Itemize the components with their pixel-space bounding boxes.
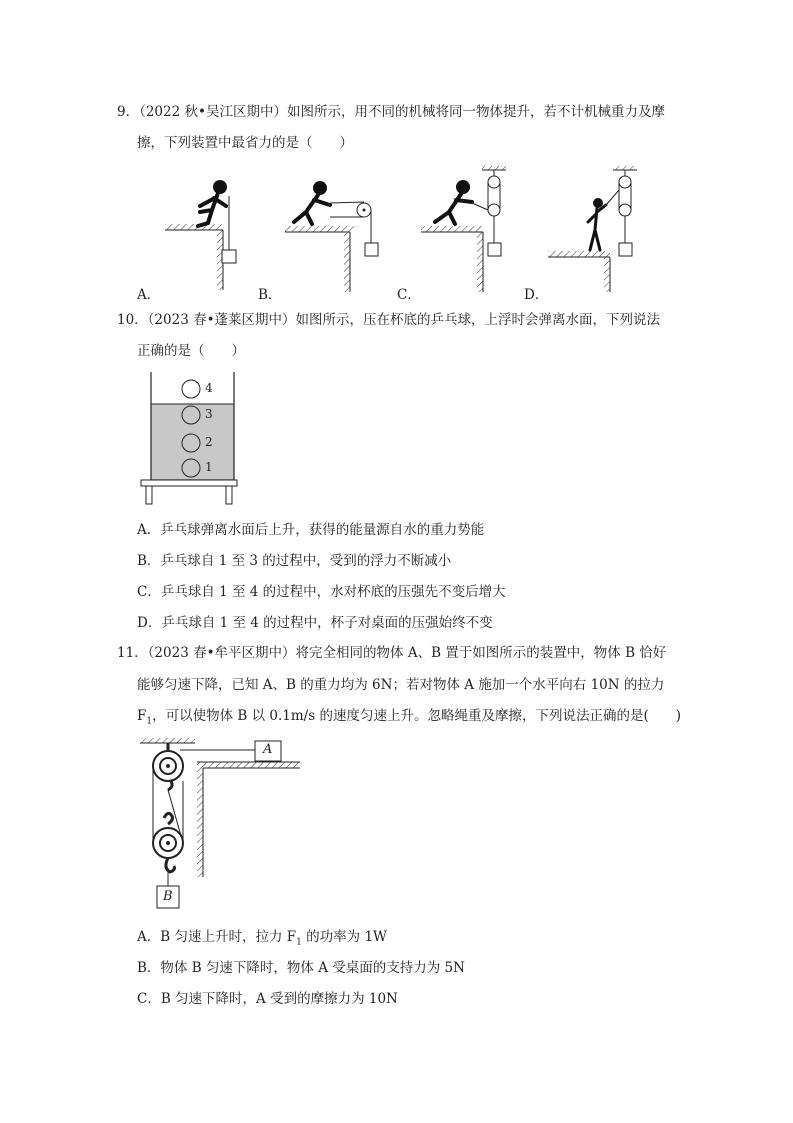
q10-stem-line2: 正确的是（ ） xyxy=(137,343,245,359)
block-a-label: A xyxy=(263,742,273,757)
q9-fig-label-c: C． xyxy=(397,287,421,303)
q11-option-b[interactable]: B．物体 B 匀速下降时，物体 A 受桌面的支持力为 5N xyxy=(137,960,465,976)
q10-option-c[interactable]: C．乒乓球自 1 至 4 的过程中，水对杯底的压强先不变后增大 xyxy=(137,584,506,600)
q11-option-a[interactable]: A．B 匀速上升时，拉力 $F_1$ 的功率为 1W xyxy=(137,929,387,948)
block-b-label: B xyxy=(163,889,173,904)
q9-fig-label-d: D． xyxy=(524,287,549,303)
q11-stem-line2: 能够匀速下降，已知 A、B 的重力均为 6N；若对物体 A 施加一个水平向右 10N 的拉力 xyxy=(137,677,665,693)
ball-label-2: 2 xyxy=(205,435,213,449)
ball-label-3: 3 xyxy=(205,407,213,421)
ball-label-4: 4 xyxy=(205,381,213,395)
ball-label-1: 1 xyxy=(205,460,213,474)
q11-pulley-figure xyxy=(0,0,793,200)
q10-stem-line1: 10．（2023 春•蓬莱区期中）如图所示，压在杯底的乒乓球，上浮时会弹离水面，下列说法 xyxy=(117,312,661,328)
q10-option-b[interactable]: B．乒乓球自 1 至 3 的过程中，受到的浮力不断减小 xyxy=(137,553,452,569)
q11-stem-line3: $F_1$，可以使物体 B 以 0.1m/s 的速度匀速上升。忽略绳重及摩擦，下列说法正确的是( ) xyxy=(137,708,681,727)
q9-stem-line1: 9．（2022 秋•吴江区期中）如图所示，用不同的机械将同一物体提升，若不计机械重力及摩 xyxy=(117,104,665,120)
ball-4 xyxy=(182,380,200,398)
q11-stem-line1: 11．（2023 春•牟平区期中）将完全相同的物体 A、B 置于如图所示的装置中，物体 B 恰好 xyxy=(117,645,667,661)
q9-stem-line2: 擦，下列装置中最省力的是（ ） xyxy=(137,135,353,151)
q9-fig-label-a: A． xyxy=(137,287,161,303)
q11-option-c[interactable]: C．B 匀速下降时，A 受到的摩擦力为 10N xyxy=(137,991,398,1007)
q10-option-d[interactable]: D．乒乓球自 1 至 4 的过程中，杯子对桌面的压强始终不变 xyxy=(137,615,493,631)
q9-fig-label-b: B． xyxy=(258,287,282,303)
q10-option-a[interactable]: A．乒乓球弹离水面后上升，获得的能量源自水的重力势能 xyxy=(137,522,485,538)
